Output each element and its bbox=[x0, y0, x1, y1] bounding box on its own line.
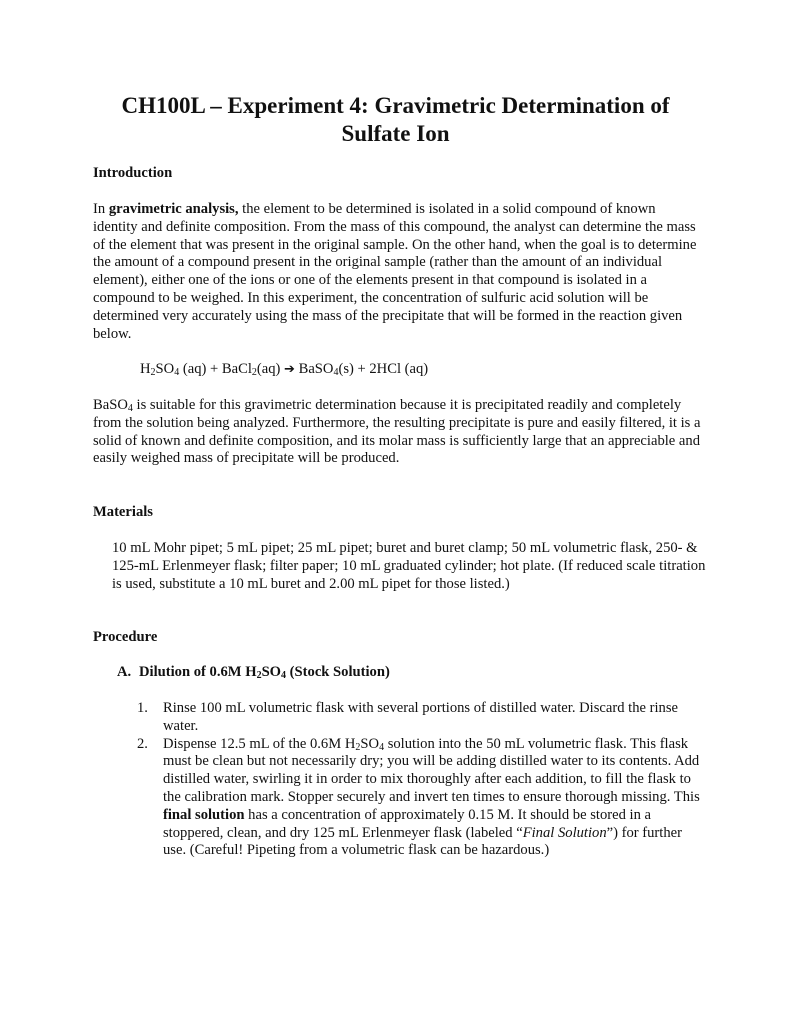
step-text-part: has a concentration of approximately 0.15 M. It should be stored in a stoppered, clean, and dry 125 mL Erlenmeyer flask (labeled “ bbox=[163, 806, 652, 841]
intro-body-text: the element to be determined is isolated in a solid compound of known identity and definite composition. From the mass of this compound, the analyst can determine the mass of the element that was present in the original sample. On the other hand, when the goal is to determine the amount of a compound present in the original sample (rather than the amount of an individual element), either one of the ions or one of the elements present in that compound is isolated in a compound to be weighed. In this experiment, the concentration of sulfuric acid solution will be determined very accurately using the mass of the precipitate that will be formed in the reaction given below. bbox=[93, 201, 697, 342]
page-title bbox=[60, 92, 731, 148]
step-number: 1. bbox=[137, 700, 148, 716]
procedure-heading: Procedure bbox=[93, 629, 158, 645]
introduction-heading: Introduction bbox=[93, 165, 173, 181]
eq-text: H bbox=[140, 361, 151, 377]
title-line-2: Sulfate Ion bbox=[341, 121, 450, 146]
section-a-title: Dilution of 0.6M H bbox=[139, 664, 257, 680]
eq-sub: 2 bbox=[251, 367, 257, 378]
section-a-title: (Stock Solution) bbox=[286, 664, 390, 680]
step-text-part: Dispense 12.5 mL of the 0.6M H bbox=[163, 735, 356, 752]
introduction-paragraph-1 bbox=[93, 201, 703, 343]
eq-sub: 4 bbox=[174, 367, 180, 378]
intro-body-text-2: is suitable for this gravimetric determination because it is precipitated readily and completely from the solution being analyzed. Furthermore, the resulting precipitate is pure and easily filtered, it is a solid of known and definite composition, and its molar mass is sufficiently large that an appreciable and easily weighed mass of precipitate will be produced. bbox=[93, 397, 701, 467]
eq-text: (aq) + BaCl bbox=[179, 361, 252, 377]
materials-heading: Materials bbox=[93, 504, 153, 520]
step-text: Rinse 100 mL volumetric flask with several portions of distilled water. Discard the rinse water. bbox=[163, 700, 678, 734]
step-number: 2. bbox=[137, 735, 148, 752]
final-solution-term: final solution bbox=[163, 806, 245, 823]
section-a-sub: 4 bbox=[281, 670, 287, 681]
intro-lead-text: In bbox=[93, 201, 109, 217]
baso4-text: BaSO bbox=[93, 397, 128, 413]
introduction-paragraph-2 bbox=[93, 397, 703, 468]
eq-text: (s) + 2HCl (aq) bbox=[338, 361, 429, 377]
reaction-arrow-icon: ➔ bbox=[284, 362, 295, 377]
step-text-part: ”) for further use. (Careful! Pipeting from a volumetric flask can be hazardous.) bbox=[163, 824, 682, 859]
eq-sub: 2 bbox=[150, 367, 156, 378]
materials-list: 10 mL Mohr pipet; 5 mL pipet; 25 mL pipet; buret and buret clamp; 50 mL volumetric flask, 250- & 125-mL Erlenmeyer flask; filter paper; 10 mL graduated cylinder; hot plate. (If reduced scale titration is used, substitute a 10 mL buret and 2.00 mL pipet for those listed.) bbox=[112, 540, 706, 592]
eq-text: BaSO bbox=[294, 361, 334, 377]
final-solution-label: Final Solution bbox=[522, 824, 607, 841]
list-item bbox=[137, 736, 707, 861]
step-text-part: solution into the 50 mL volumetric flask. This flask must be clean but not necessarily dry; you will be adding distilled water to its contents. Add distilled water, swirling it in order to mix thoroughly after each addition, to fill the flask to the calibration mark. Stopper securely and invert ten times to ensure thorough missing. This bbox=[163, 735, 700, 805]
step-text bbox=[163, 736, 700, 859]
step-sub: 2 bbox=[355, 741, 361, 753]
section-a-heading bbox=[117, 664, 390, 682]
step-sub: 4 bbox=[379, 741, 385, 753]
eq-text: SO bbox=[155, 361, 175, 377]
section-a-letter: A. bbox=[117, 664, 132, 680]
list-item bbox=[137, 700, 707, 736]
section-a-title: SO bbox=[261, 664, 282, 680]
title-line-1: CH100L – Experiment 4: Gravimetric Determination of bbox=[121, 93, 670, 118]
gravimetric-analysis-term: gravimetric analysis, bbox=[108, 201, 239, 217]
reaction-equation bbox=[140, 361, 428, 379]
eq-text: (aq) bbox=[256, 361, 285, 377]
step-text-part: SO bbox=[360, 735, 380, 752]
baso4-sub: 4 bbox=[127, 403, 133, 414]
eq-sub: 4 bbox=[333, 367, 339, 378]
section-a-sub: 2 bbox=[256, 670, 262, 681]
procedure-steps bbox=[137, 700, 707, 860]
